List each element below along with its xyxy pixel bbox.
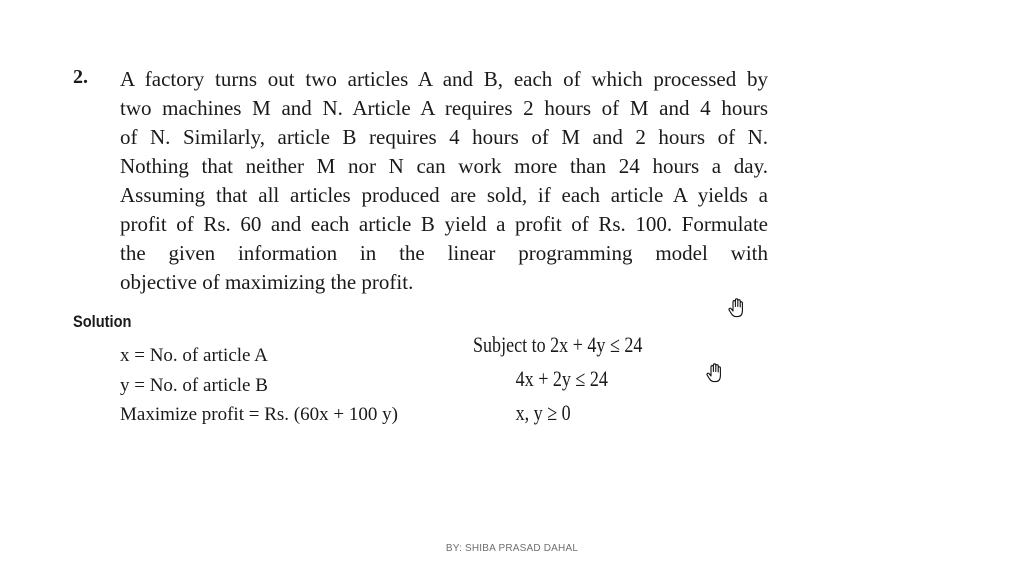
constraint-machine-m: Subject to 2x + 4y ≤ 24 [473,332,643,357]
question-line: of N. Similarly, article B requires 4 hours of M and 2 hours of N. [120,125,768,149]
constraints [473,328,680,430]
footer-credit: BY: SHIBA PRASAD DAHAL [445,543,579,554]
question-line: two machines M and N. Article A requires 2 hours of M and 4 hours [120,96,768,120]
objective-function: Maximize profit = Rs. (60x + 100 y) [120,404,398,425]
question-number: 2. [73,66,88,88]
constraint-machine-n: 4x + 2y ≤ 24 [515,366,608,391]
question-line: A factory turns out two articles A and B, each of which processed by [120,67,768,91]
question-line: the given information in the linear programming model with [120,241,768,265]
hand-pointer-icon [706,363,724,383]
hand-pointer-icon [728,298,746,318]
definition-y: y = No. of article B [120,374,268,396]
question-line: Assuming that all articles produced are sold, if each article A yields a [120,183,768,207]
variable-definitions [120,341,398,430]
question-text [120,65,768,297]
solution-heading: Solution [73,312,132,331]
definition-x: x = No. of article A [120,345,268,366]
non-negativity-constraint: x, y ≥ 0 [515,400,571,425]
question-line: Nothing that neither M nor N can work more than 24 hours a day. [120,154,768,178]
question-line: objective of maximizing the profit. [120,270,414,294]
question-line: profit of Rs. 60 and each article B yield a profit of Rs. 100. Formulate [120,212,768,236]
